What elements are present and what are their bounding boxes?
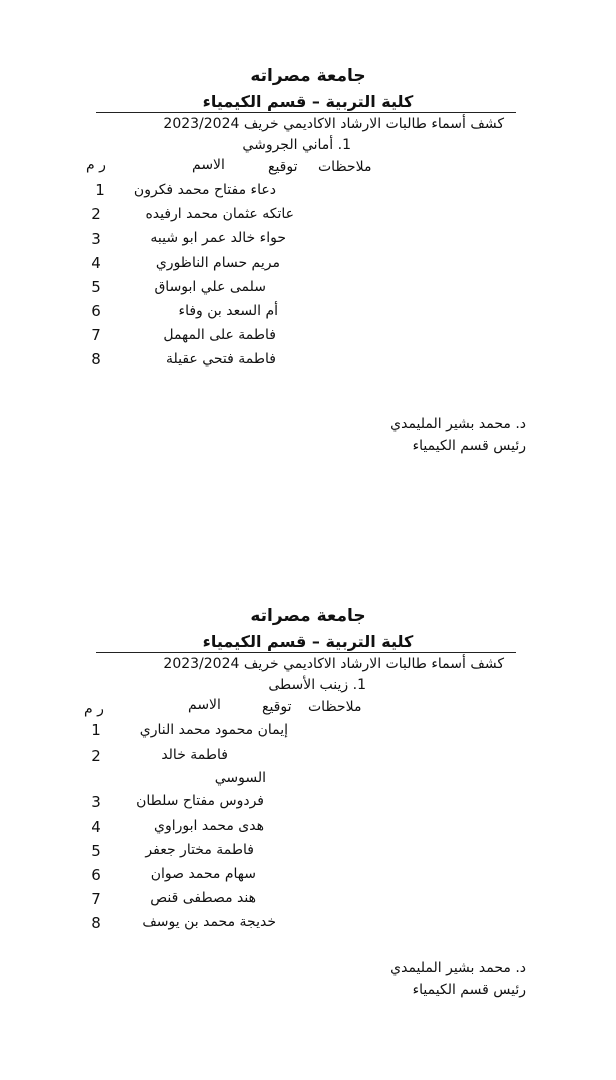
student-name: سلمى علي ابوساق (154, 279, 266, 295)
student-number: 5 (91, 842, 101, 860)
signatory-role: رئيس قسم الكيمياء (412, 438, 526, 454)
student-name: هدى محمد ابوراوي (154, 818, 264, 834)
student-name: سهام محمد صوان (150, 866, 256, 882)
student-name: فاطمة خالد (161, 747, 228, 763)
student-name: هند مصطفى قنص (150, 890, 256, 906)
student-number: 7 (91, 890, 101, 908)
student-number: 2 (91, 205, 101, 223)
list-title: كشف أسماء طالبات الارشاد الاكاديمي خريف 2023/2024 (163, 116, 504, 132)
column-header-notes: ملاحظات (308, 699, 362, 715)
list-title: كشف أسماء طالبات الارشاد الاكاديمي خريف 2023/2024 (163, 656, 504, 672)
student-number: 4 (91, 818, 101, 836)
advisor-name: 1. زينب الأسطى (268, 677, 366, 693)
student-name: عاتكه عثمان محمد ارفيده (145, 206, 294, 222)
student-name: إيمان محمود محمد الناري (139, 722, 288, 738)
header-divider (96, 112, 516, 113)
student-name: أم السعد بن وفاء (178, 303, 278, 319)
student-name: فردوس مفتاح سلطان (136, 793, 264, 809)
faculty-department-title: كلية التربية – قسم الكيمياء (202, 632, 414, 651)
signatory-role: رئيس قسم الكيمياء (412, 982, 526, 998)
signatory-name: د. محمد بشير المليمدي (390, 416, 526, 432)
column-header-name: الاسم (188, 697, 221, 713)
student-number: 2 (91, 747, 101, 765)
advisor-name: 1. أماني الجروشي (242, 137, 351, 153)
student-name: دعاء مفتاح محمد فكرون (133, 182, 276, 198)
student-name: فاطمة على المهمل (163, 327, 276, 343)
column-header-number: ر م (84, 701, 104, 717)
column-header-signature: توقيع (262, 699, 292, 715)
student-number: 8 (91, 914, 101, 932)
student-number: 8 (91, 350, 101, 368)
advising-sheet-1 (0, 0, 616, 520)
student-number: 1 (91, 721, 101, 739)
student-name: حواء خالد عمر ابو شيبه (150, 230, 286, 246)
student-number: 5 (91, 278, 101, 296)
advising-sheet-2 (0, 540, 616, 1060)
student-number: 3 (91, 230, 101, 248)
student-number: 6 (91, 302, 101, 320)
student-number: 1 (95, 181, 105, 199)
header-divider (96, 652, 516, 653)
column-header-number: ر م (86, 157, 106, 173)
university-title: جامعة مصراته (250, 66, 366, 86)
column-header-notes: ملاحظات (318, 159, 372, 175)
signatory-name: د. محمد بشير المليمدي (390, 960, 526, 976)
student-number: 6 (91, 866, 101, 884)
university-title: جامعة مصراته (250, 606, 366, 626)
faculty-department-title: كلية التربية – قسم الكيمياء (202, 92, 414, 111)
student-name: مريم حسام الناظوري (155, 255, 280, 271)
column-header-name: الاسم (192, 157, 225, 173)
student-name-continuation: السوسي (214, 770, 266, 786)
student-number: 3 (91, 793, 101, 811)
student-number: 4 (91, 254, 101, 272)
student-name: خديجة محمد بن يوسف (142, 914, 276, 930)
student-name: فاطمة مختار جعفر (145, 842, 254, 858)
student-name: فاطمة فتحي عقيلة (165, 351, 276, 367)
column-header-signature: توقيع (268, 159, 298, 175)
student-number: 7 (91, 326, 101, 344)
